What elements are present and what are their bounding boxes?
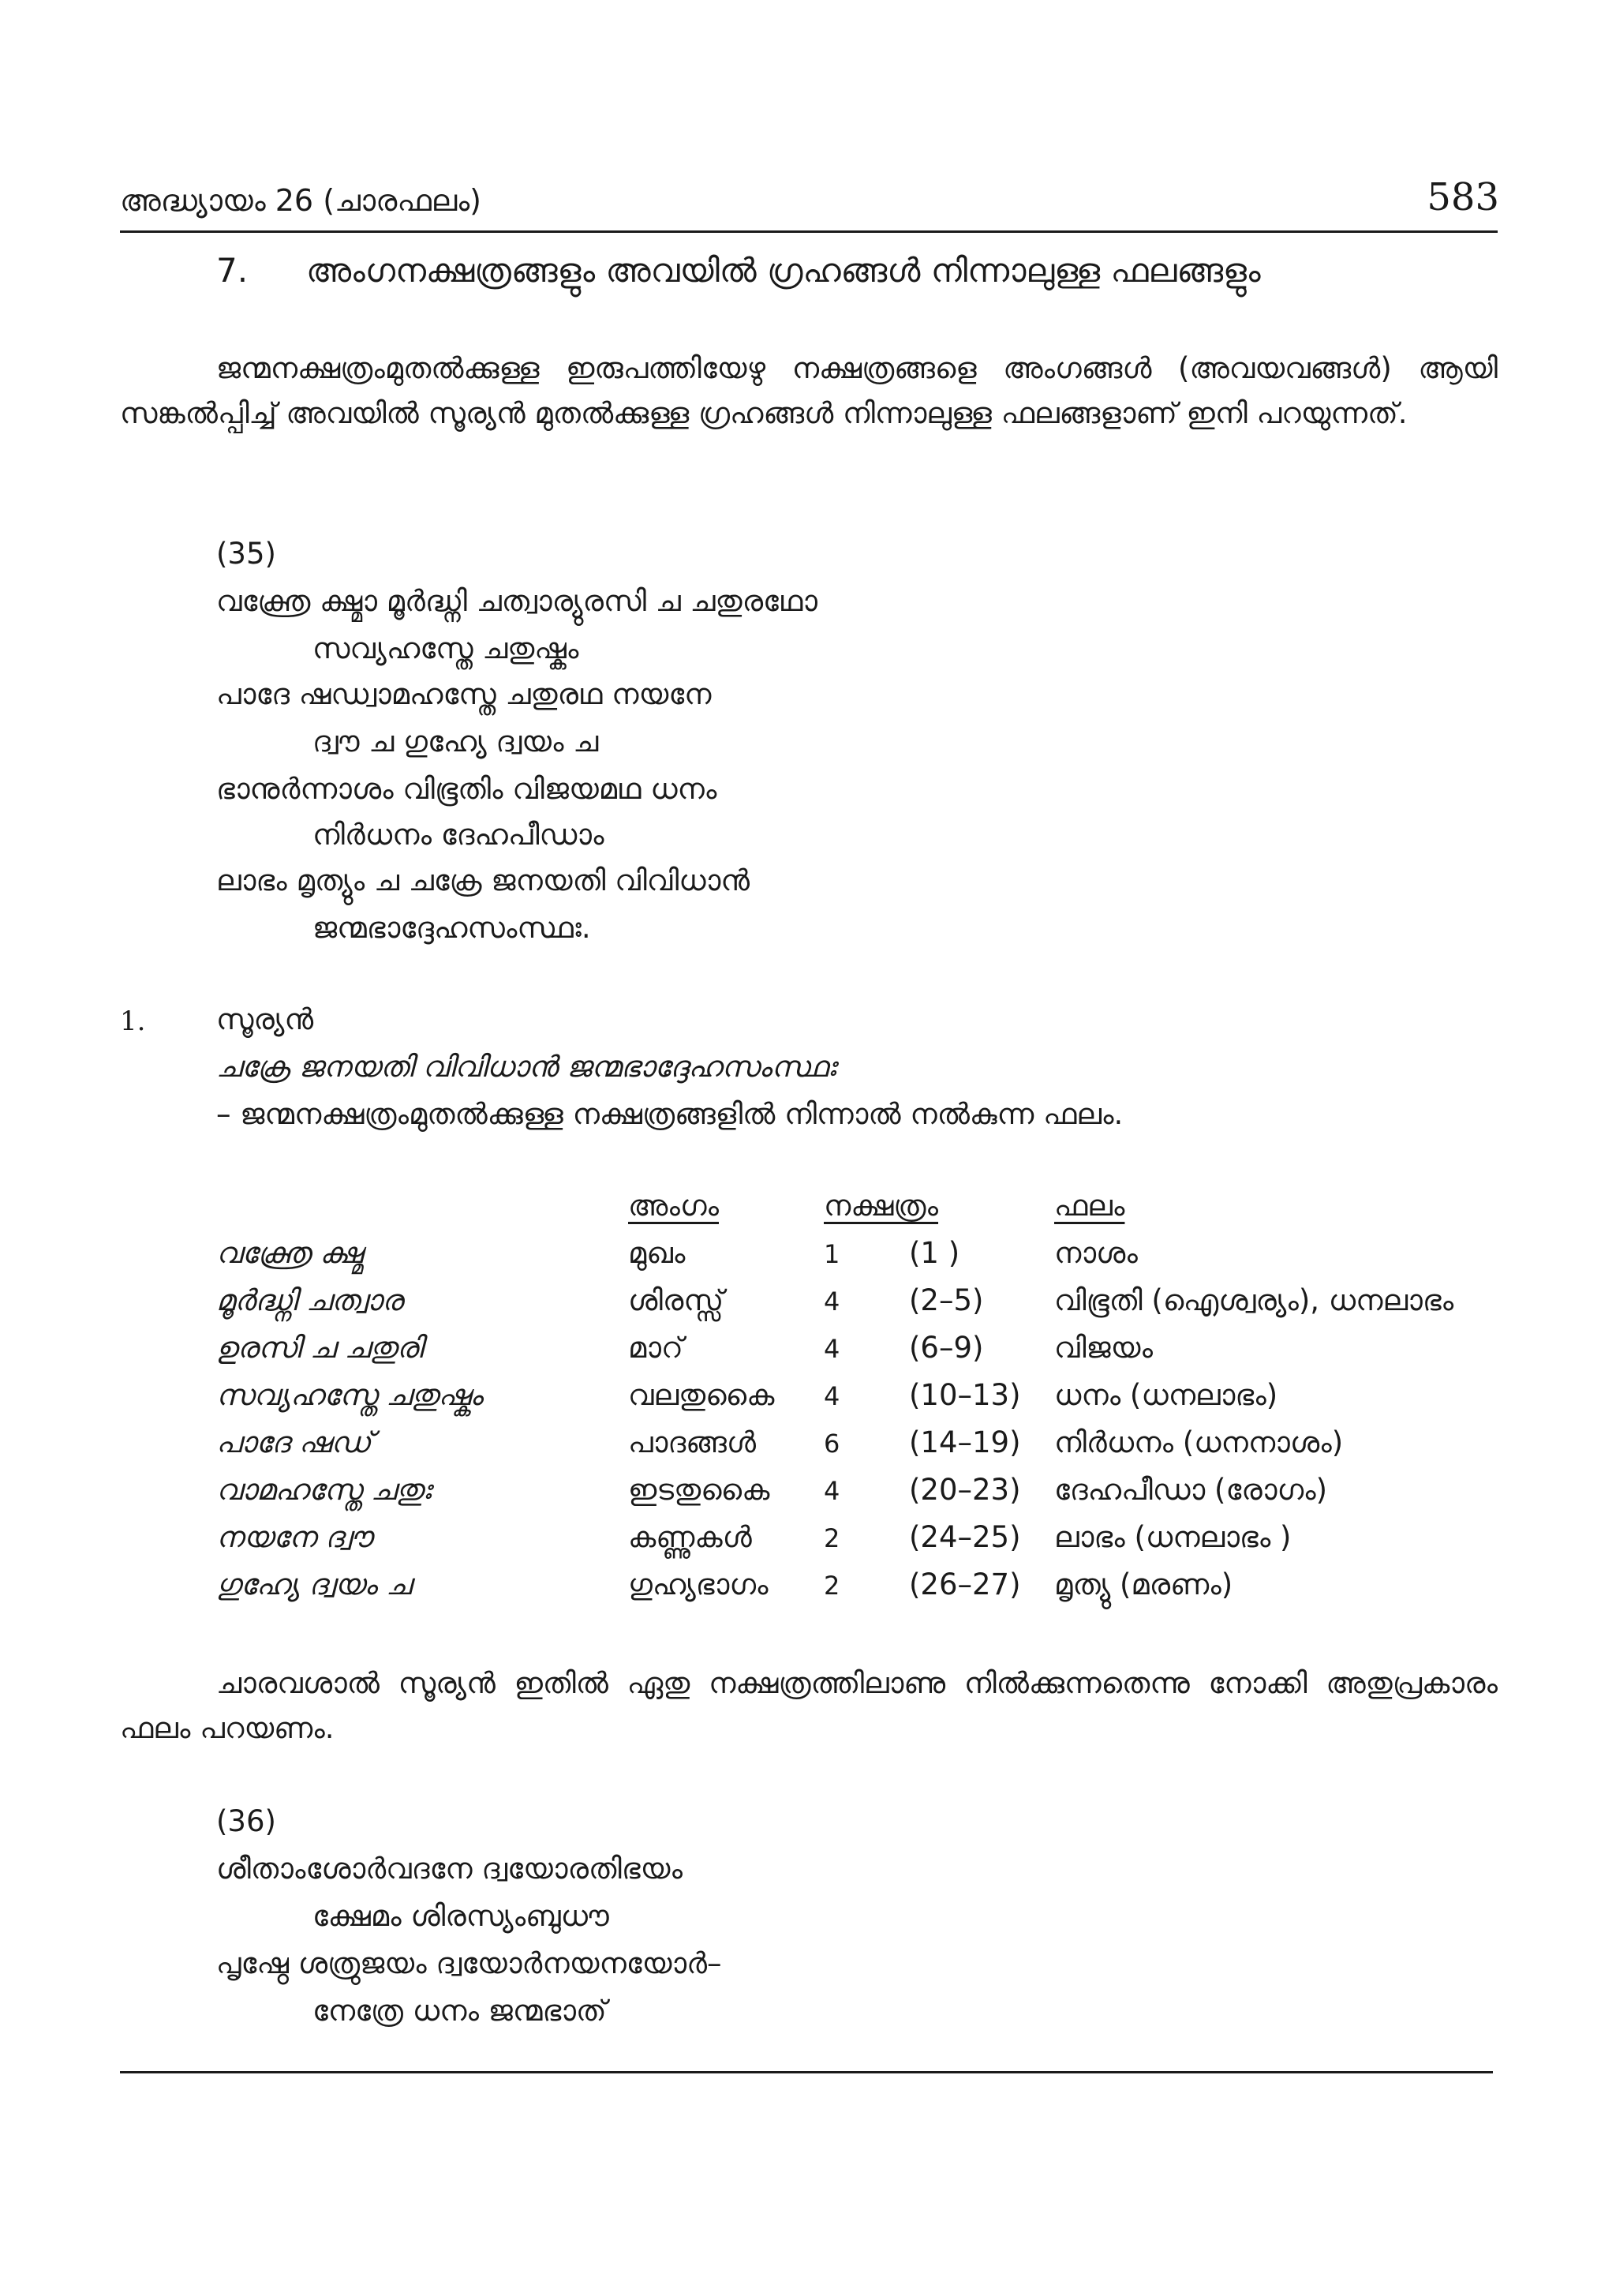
phala-cell: ലാഭം (ധനലാഭം ): [1054, 1520, 1292, 1554]
verse-cell: സവ്യഹസ്തേ ചതുഷ്കം: [216, 1378, 483, 1412]
section-number: 7.: [216, 251, 249, 290]
verse-cell: പാദേ ഷഡ്: [216, 1425, 372, 1459]
anga-cell: വലതുകൈ: [628, 1378, 775, 1412]
item-number: 1.: [120, 1006, 146, 1037]
anga-cell: കണ്ണുകൾ: [628, 1520, 752, 1554]
phala-cell: നാശം: [1054, 1236, 1138, 1270]
verse-line: ക്ഷേമം ശിരസ്യംബുധൗ: [312, 1899, 609, 1933]
count-cell: 6: [824, 1429, 840, 1459]
verse-number: (35): [216, 537, 276, 571]
anga-cell: ശിരസ്സ്: [628, 1283, 724, 1317]
item-note: – ജന്മനക്ഷത്രംമുതൽക്കുള്ള നക്ഷത്രങ്ങളിൽ നിന്നാൽ നൽകുന്ന ഫലം.: [216, 1097, 1124, 1131]
item-title: സൂര്യൻ: [216, 1002, 314, 1036]
phala-cell: ദേഹപീഡാ (രോഗം): [1054, 1473, 1328, 1507]
verse-line: ലാഭം മൃത്യും ച ചക്രേ ജനയതി വിവിധാൻ: [216, 863, 750, 897]
verse-cell: വാമഹസ്തേ ചതുഃ: [216, 1473, 432, 1507]
count-cell: 1: [824, 1239, 840, 1269]
phala-cell: നിർധനം (ധനനാശം): [1054, 1425, 1344, 1459]
header-rule: [120, 230, 1498, 233]
range-cell: (6–9): [909, 1331, 984, 1365]
count-cell: 2: [824, 1523, 840, 1553]
page-number: 583: [1427, 175, 1499, 219]
verse-line: പൃഷ്ഠേ ശത്രുജയം ദ്വയോർനയനയോർ–: [216, 1946, 722, 1980]
anga-cell: ഗുഹ്യഭാഗം: [628, 1567, 769, 1601]
verse-line: നിർധനം ദേഹപീഡാം: [312, 818, 604, 852]
phala-cell: ധനം (ധനലാഭം): [1054, 1378, 1278, 1412]
phala-cell: വിജയം: [1054, 1331, 1153, 1365]
verse-line: വക്ത്രേ ക്ഷ്മാ മൂർദ്ധ്നി ചത്വാര്യുരസി ച ചതുരഥോ: [216, 584, 818, 618]
anga-cell: ഇടതുകൈ: [628, 1473, 770, 1507]
intro-text: ജന്മനക്ഷത്രംമുതൽക്കുള്ള ഇരുപത്തിയേഴു നക്ഷത്രങ്ങളെ അംഗങ്ങൾ (അവയവങ്ങൾ) ആയി സങ്കൽപ്പിച്ച് അവയിൽ സൂര്യൻ മുതൽക്കുള്ള ഗ്രഹങ്ങൾ നിന്നാലുള്ള ഫലങ്ങളാണ് ഇനി പറയുന്നത്.: [120, 351, 1498, 430]
intro-paragraph: [120, 346, 1498, 436]
verse-cell: ഗുഹ്യേ ദ്വയം ച: [216, 1567, 412, 1601]
range-cell: (20–23): [909, 1473, 1021, 1507]
count-cell: 4: [824, 1476, 840, 1506]
range-cell: (24–25): [909, 1520, 1021, 1554]
column-header-anga: അംഗം: [628, 1189, 719, 1223]
phala-cell: മൃത്യു (മരണം): [1054, 1567, 1233, 1601]
count-cell: 4: [824, 1381, 840, 1411]
anga-cell: പാദങ്ങൾ: [628, 1425, 756, 1459]
column-header-nakshatra: നക്ഷത്രം: [824, 1189, 939, 1223]
verse-line: നേത്രേ ധനം ജന്മഭാത്: [312, 1994, 607, 2028]
verse-line: പാദേ ഷഡ്വാമഹസ്തേ ചതുരഥ നയനേ: [216, 677, 712, 711]
verse-line: ദ്വൗ ച ഗുഹ്യേ ദ്വയം ച: [312, 725, 599, 758]
count-cell: 2: [824, 1571, 840, 1601]
count-cell: 4: [824, 1334, 840, 1364]
range-cell: (10–13): [909, 1378, 1021, 1412]
range-cell: (1 ): [909, 1236, 960, 1270]
after-table-text: ചാരവശാൽ സൂര്യൻ ഇതിൽ ഏതു നക്ഷത്രത്തിലാണു നിൽക്കുന്നതെന്നു നോക്കി അതുപ്രകാരം ഫലം പറയണം.: [120, 1666, 1498, 1745]
anga-cell: മുഖം: [628, 1236, 686, 1270]
anga-cell: മാറ്: [628, 1331, 683, 1365]
verse-line: ശീതാംശോർവദനേ ദ്വയോരതിഭയം: [216, 1852, 683, 1886]
range-cell: (14–19): [909, 1425, 1021, 1459]
count-cell: 4: [824, 1287, 840, 1317]
verse-line: സവ്യഹസ്തേ ചതുഷ്കം: [312, 631, 579, 665]
range-cell: (26–27): [909, 1567, 1021, 1601]
after-table-paragraph: [120, 1661, 1498, 1751]
verse-cell: ഉരസി ച ചതുരി: [216, 1331, 423, 1365]
verse-cell: നയനേ ദ്വൗ: [216, 1520, 372, 1554]
verse-cell: വക്ത്രേ ക്ഷ്മ: [216, 1236, 363, 1270]
item-quote: ചക്രേ ജനയതി വിവിധാൻ ജന്മഭാദ്ദേഹസംസ്ഥഃ: [216, 1050, 836, 1084]
phala-cell: വിഭൂതി (ഐശ്വര്യം), ധനലാഭം: [1054, 1283, 1454, 1317]
range-cell: (2–5): [909, 1283, 984, 1317]
column-header-phala: ഫലം: [1054, 1189, 1125, 1223]
verse-cell: മൂർദ്ധ്നി ചത്വാര: [216, 1283, 403, 1317]
section-title: അംഗനക്ഷത്രങ്ങളും അവയിൽ ഗ്രഹങ്ങൾ നിന്നാലുള്ള ഫലങ്ങളും: [306, 251, 1261, 290]
verse-line: ജന്മഭാദ്ദേഹസംസ്ഥഃ.: [312, 911, 591, 945]
running-header: അദ്ധ്യായം 26 (ചാരഫലം): [120, 183, 481, 218]
verse-line: ഭാനുർന്നാശം വിഭൂതിം വിജയമഥ ധനം: [216, 772, 717, 806]
verse-number: (36): [216, 1804, 276, 1838]
footer-rule: [120, 2071, 1493, 2073]
